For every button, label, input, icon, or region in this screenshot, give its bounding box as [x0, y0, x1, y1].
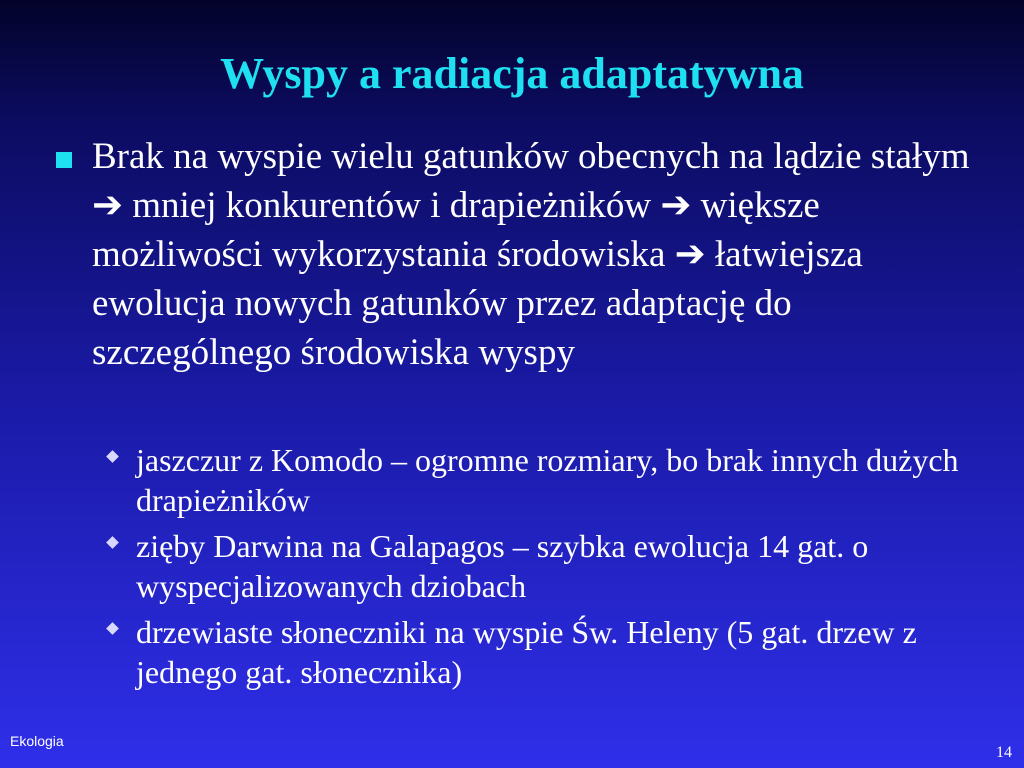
sub-bullet-list: [106, 440, 986, 698]
sub-bullet-text: jaszczur z Komodo – ogromne rozmiary, bo brak innych dużych drapieżników: [136, 442, 959, 518]
page-number: 14: [996, 744, 1012, 761]
footer-label: Ekologia: [10, 733, 64, 749]
diamond-bullet-icon: [106, 536, 119, 549]
main-bullet-text: Brak na wyspie wielu gatunków obecnych na lądzie stałym ➔ mniej konkurentów i drapieżników ➔ większe możliwości wykorzystania środowiska ➔ łatwiejsza ewolucja nowych gatunków przez adaptację do szczególnego środowiska wyspy: [92, 136, 970, 373]
slide-title: Wyspy a radiacja adaptatywna: [220, 49, 804, 98]
sub-bullet-text: drzewiaste słoneczniki na wyspie Św. Heleny (5 gat. drzew z jednego gat. słonecznika): [136, 614, 917, 690]
main-bullet: [56, 132, 976, 377]
square-bullet-icon: [56, 152, 72, 168]
diamond-bullet-icon: [106, 450, 119, 463]
sub-bullet: [106, 612, 986, 692]
sub-bullet: [106, 526, 986, 606]
diamond-bullet-icon: [106, 622, 119, 635]
sub-bullet-text: zięby Darwina na Galapagos – szybka ewolucja 14 gat. o wyspecjalizowanych dziobach: [136, 528, 869, 604]
sub-bullet: [106, 440, 986, 520]
